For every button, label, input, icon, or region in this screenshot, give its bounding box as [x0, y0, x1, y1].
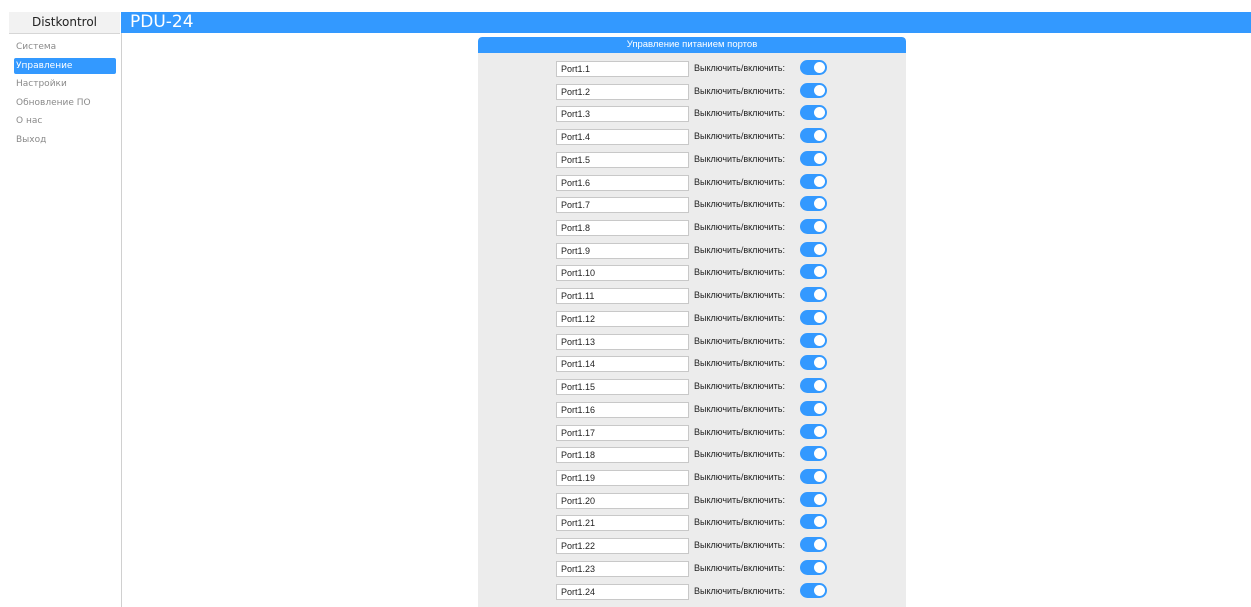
port-name-input[interactable] [556, 175, 689, 191]
toggle-knob [814, 176, 825, 187]
toggle-knob [814, 198, 825, 209]
toggle-label: Выключить/включить: [694, 222, 785, 233]
sidebar-item-about[interactable]: О нас [16, 116, 43, 126]
port-name-input[interactable] [556, 84, 689, 100]
port-row [478, 102, 906, 125]
port-name-input[interactable] [556, 152, 689, 168]
power-toggle[interactable] [800, 105, 827, 120]
port-row [478, 443, 906, 466]
port-name-input[interactable] [556, 470, 689, 486]
port-name-input[interactable] [556, 129, 689, 145]
sidebar-item-control[interactable]: Управление [14, 58, 116, 74]
toggle-knob [814, 312, 825, 323]
toggle-knob [814, 426, 825, 437]
port-row [478, 534, 906, 557]
toggle-knob [814, 130, 825, 141]
sidebar-item-logout[interactable]: Выход [16, 134, 47, 145]
port-row [478, 57, 906, 80]
power-toggle[interactable] [800, 446, 827, 461]
toggle-label: Выключить/включить: [694, 335, 785, 346]
toggle-label: Выключить/включить: [694, 494, 785, 505]
power-toggle[interactable] [800, 560, 827, 575]
toggle-knob [814, 289, 825, 300]
toggle-knob [814, 62, 825, 73]
port-name-input[interactable] [556, 515, 689, 531]
port-name-input[interactable] [556, 288, 689, 304]
toggle-label: Выключить/включить: [694, 381, 785, 392]
toggle-knob [814, 221, 825, 232]
toggle-label: Выключить/включить: [694, 403, 785, 414]
toggle-knob [814, 539, 825, 550]
power-toggle[interactable] [800, 287, 827, 302]
port-name-input[interactable] [556, 493, 689, 509]
toggle-label: Выключить/включить: [694, 449, 785, 460]
sidebar-nav [9, 39, 120, 150]
port-name-input[interactable] [556, 265, 689, 281]
toggle-label: Выключить/включить: [694, 267, 785, 278]
power-toggle[interactable] [800, 333, 827, 348]
port-row [478, 489, 906, 512]
toggle-knob [814, 85, 825, 96]
port-row [478, 80, 906, 103]
port-row [478, 557, 906, 580]
port-name-input[interactable] [556, 197, 689, 213]
power-toggle[interactable] [800, 469, 827, 484]
toggle-label: Выключить/включить: [694, 426, 785, 437]
port-row [478, 352, 906, 375]
panel-header: Управление питанием портов [478, 37, 906, 53]
toggle-label: Выключить/включить: [694, 540, 785, 551]
port-name-input[interactable] [556, 61, 689, 77]
power-toggle[interactable] [800, 537, 827, 552]
port-row [478, 261, 906, 284]
toggle-knob [814, 380, 825, 391]
port-row [478, 125, 906, 148]
toggle-knob [814, 562, 825, 573]
power-toggle[interactable] [800, 264, 827, 279]
port-row [478, 284, 906, 307]
port-name-input[interactable] [556, 106, 689, 122]
sidebar-item-settings[interactable]: Настройки [16, 79, 67, 89]
toggle-label: Выключить/включить: [694, 153, 785, 164]
port-row [478, 193, 906, 216]
port-row [478, 216, 906, 239]
sidebar-item-system[interactable]: Система [16, 42, 57, 52]
power-toggle[interactable] [800, 424, 827, 439]
toggle-label: Выключить/включить: [694, 517, 785, 528]
toggle-knob [814, 335, 825, 346]
toggle-knob [814, 585, 825, 596]
toggle-label: Выключить/включить: [694, 290, 785, 301]
power-toggle[interactable] [800, 151, 827, 166]
toggle-label: Выключить/включить: [694, 358, 785, 369]
port-row [478, 580, 906, 603]
toggle-knob [814, 494, 825, 505]
toggle-knob [814, 244, 825, 255]
port-name-input[interactable] [556, 425, 689, 441]
toggle-label: Выключить/включить: [694, 562, 785, 573]
power-toggle[interactable] [800, 60, 827, 75]
port-name-input[interactable] [556, 402, 689, 418]
toggle-knob [814, 448, 825, 459]
port-row [478, 330, 906, 353]
port-name-input[interactable] [556, 220, 689, 236]
toggle-label: Выключить/включить: [694, 108, 785, 119]
toggle-label: Выключить/включить: [694, 176, 785, 187]
toggle-knob [814, 266, 825, 277]
port-row [478, 171, 906, 194]
power-toggle[interactable] [800, 583, 827, 598]
toggle-label: Выключить/включить: [694, 85, 785, 96]
port-power-panel [478, 37, 906, 607]
port-name-input[interactable] [556, 379, 689, 395]
port-row [478, 511, 906, 534]
power-toggle[interactable] [800, 355, 827, 370]
toggle-knob [814, 516, 825, 527]
port-name-input[interactable] [556, 311, 689, 327]
power-toggle[interactable] [800, 310, 827, 325]
sidebar [9, 12, 122, 607]
toggle-knob [814, 357, 825, 368]
port-row [478, 148, 906, 171]
page-title: PDU-24 [130, 12, 194, 32]
port-name-input[interactable] [556, 447, 689, 463]
toggle-label: Выключить/включить: [694, 199, 785, 210]
brand-logo: Distkontrol [9, 12, 120, 34]
port-name-input[interactable] [556, 538, 689, 554]
power-toggle[interactable] [800, 401, 827, 416]
sidebar-item-firmware-update[interactable]: Обновление ПО [16, 97, 91, 108]
port-row [478, 421, 906, 444]
port-name-input[interactable] [556, 561, 689, 577]
toggle-label: Выключить/включить: [694, 131, 785, 142]
toggle-label: Выключить/включить: [694, 585, 785, 596]
header-bar [121, 12, 1251, 33]
port-row [478, 466, 906, 489]
power-toggle[interactable] [800, 378, 827, 393]
port-name-input[interactable] [556, 584, 689, 600]
toggle-knob [814, 403, 825, 414]
port-row [478, 398, 906, 421]
port-name-input[interactable] [556, 334, 689, 350]
power-toggle[interactable] [800, 242, 827, 257]
toggle-label: Выключить/включить: [694, 312, 785, 323]
toggle-knob [814, 153, 825, 164]
power-toggle[interactable] [800, 83, 827, 98]
port-name-input[interactable] [556, 243, 689, 259]
toggle-label: Выключить/включить: [694, 471, 785, 482]
power-toggle[interactable] [800, 219, 827, 234]
toggle-label: Выключить/включить: [694, 63, 785, 73]
port-row [478, 375, 906, 398]
port-name-input[interactable] [556, 356, 689, 372]
port-row [478, 239, 906, 262]
power-toggle[interactable] [800, 514, 827, 529]
power-toggle[interactable] [800, 128, 827, 143]
toggle-knob [814, 471, 825, 482]
power-toggle[interactable] [800, 492, 827, 507]
toggle-label: Выключить/включить: [694, 244, 785, 255]
power-toggle[interactable] [800, 174, 827, 189]
power-toggle[interactable] [800, 196, 827, 211]
toggle-knob [814, 107, 825, 118]
port-row [478, 307, 906, 330]
